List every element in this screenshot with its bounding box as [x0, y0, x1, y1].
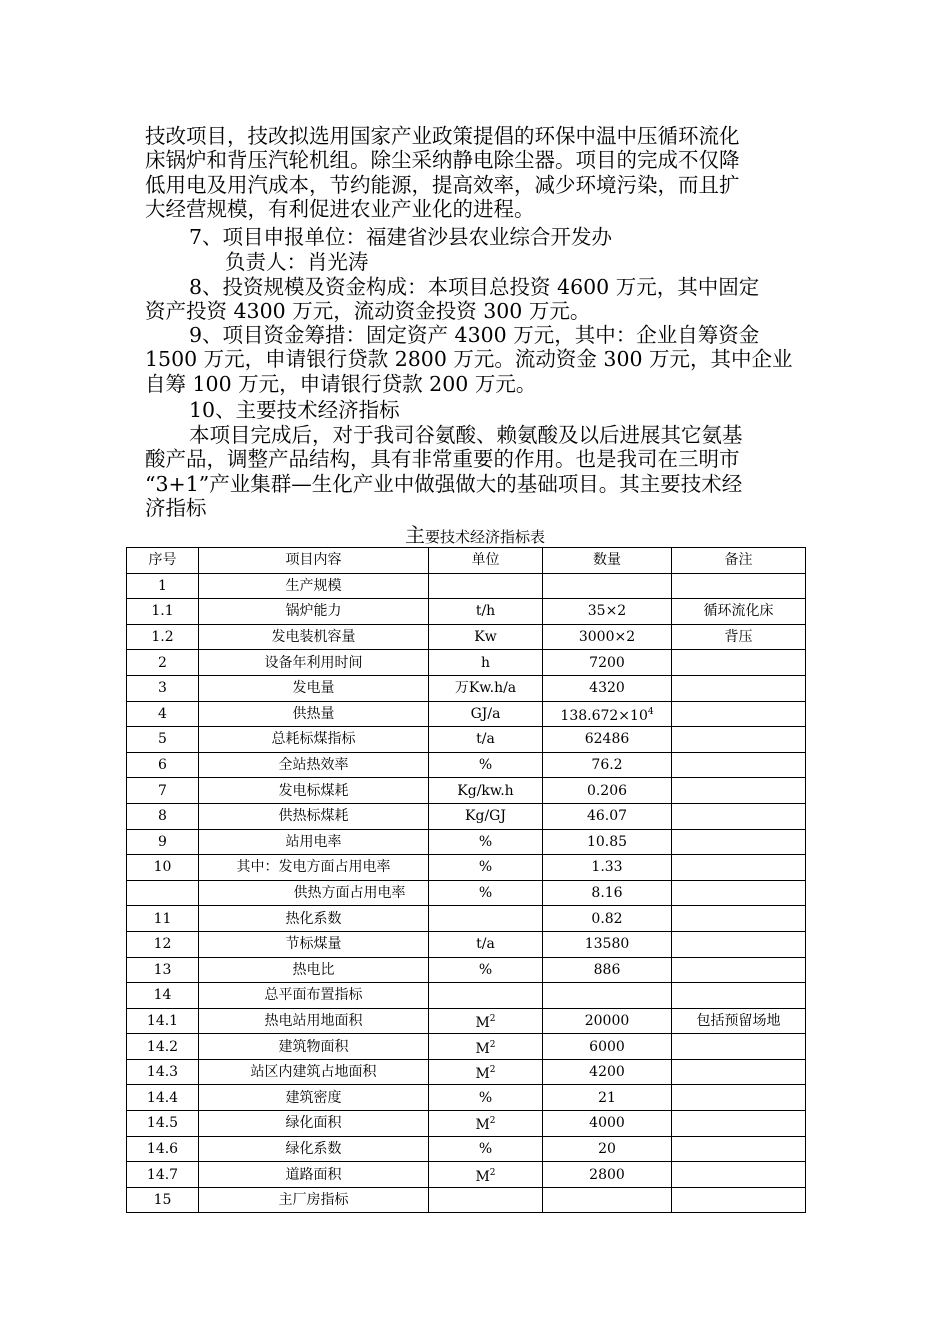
cell-qty-text: 3000×2	[578, 629, 636, 646]
cell-item-text: 热电站用地面积	[264, 1012, 363, 1029]
cell-qty	[543, 752, 672, 778]
cell-item	[199, 752, 429, 778]
cell-qty	[543, 1008, 672, 1034]
cell-note-text: 背压	[724, 629, 753, 646]
cell-qty	[543, 650, 672, 676]
cell-item-text: 供热量	[292, 705, 335, 722]
cell-qty-text: 76.2	[591, 757, 623, 774]
cell-item	[199, 1085, 429, 1111]
cell-item	[199, 931, 429, 957]
table-row	[127, 778, 806, 804]
cell-item-text: 生产规模	[285, 577, 342, 594]
cell-no-text: 14.4	[146, 1089, 179, 1106]
cell-qty-text: 21	[598, 1089, 616, 1106]
cell-unit	[429, 573, 543, 599]
cell-unit	[429, 1111, 543, 1137]
cell-no	[127, 1136, 199, 1162]
table-row	[127, 1162, 806, 1188]
cell-no	[127, 675, 199, 701]
paragraph-p5	[145, 323, 807, 396]
cell-qty-text: 10.85	[586, 833, 628, 850]
table-row	[127, 599, 806, 625]
paragraph-line: 资产投资 4300 万元，流动资金投资 300 万元。	[145, 299, 591, 324]
cell-item-text: 供热方面占用电率	[293, 885, 406, 902]
cell-no	[127, 931, 199, 957]
cell-no	[127, 829, 199, 855]
cell-item-text: 发电装机容量	[271, 629, 356, 646]
cell-note	[672, 599, 806, 625]
cell-unit	[429, 1085, 543, 1111]
cell-unit	[429, 983, 543, 1009]
cell-qty	[543, 803, 672, 829]
cell-qty-text: 138.672×10	[560, 707, 648, 724]
cell-unit-text: %	[478, 1140, 493, 1157]
cell-no-text: 3	[158, 680, 167, 697]
table-row	[127, 880, 806, 906]
table-row	[127, 1034, 806, 1060]
cell-item	[199, 624, 429, 650]
cell-note	[672, 906, 806, 932]
cell-unit	[429, 803, 543, 829]
cell-item-text: 建筑物面积	[278, 1038, 349, 1055]
cell-note	[672, 1008, 806, 1034]
cell-unit-text: M	[475, 1168, 490, 1185]
cell-unit-text: 万Kw.h/a	[454, 680, 517, 697]
header-unit: 单位	[429, 548, 543, 574]
cell-item-text: 站区内建筑占地面积	[250, 1064, 377, 1081]
paragraph-p7	[145, 423, 807, 521]
cell-item	[199, 983, 429, 1009]
cell-qty-text: 20000	[584, 1012, 630, 1029]
cell-no	[127, 1187, 199, 1213]
cell-item-text: 站用电率	[285, 833, 342, 850]
cell-unit-text: Kw	[474, 629, 497, 646]
cell-item	[199, 1008, 429, 1034]
cell-unit	[429, 829, 543, 855]
cell-note	[672, 573, 806, 599]
cell-item	[199, 599, 429, 625]
cell-note	[672, 1136, 806, 1162]
table-row	[127, 1187, 806, 1213]
cell-qty-text: 886	[593, 961, 621, 978]
cell-item	[199, 1136, 429, 1162]
cell-item	[199, 675, 429, 701]
paragraph-p3	[145, 250, 807, 274]
cell-no-text: 8	[158, 808, 167, 825]
header-qty: 数量	[543, 548, 672, 574]
cell-no-text: 14	[153, 987, 172, 1004]
cell-note	[672, 1085, 806, 1111]
cell-unit	[429, 1059, 543, 1085]
metrics-table-body	[127, 548, 806, 1213]
header-no: 序号	[127, 548, 199, 574]
table-row	[127, 624, 806, 650]
cell-item-text: 建筑密度	[285, 1089, 342, 1106]
cell-no-text: 5	[158, 731, 167, 748]
paragraph-line: 本项目完成后，对于我司谷氨酸、赖氨酸及以后进展其它氨基	[189, 423, 743, 447]
cell-no-text: 14.5	[146, 1115, 179, 1132]
cell-unit	[429, 855, 543, 881]
cell-item-text: 全站热效率	[278, 757, 349, 774]
cell-unit	[429, 727, 543, 753]
cell-qty	[543, 855, 672, 881]
cell-unit	[429, 752, 543, 778]
cell-no-text: 14.7	[146, 1166, 179, 1183]
cell-unit	[429, 1162, 543, 1188]
cell-no-text: 9	[158, 833, 167, 850]
table-row	[127, 931, 806, 957]
cell-unit-text: %	[478, 757, 493, 774]
cell-qty	[543, 1059, 672, 1085]
cell-qty-text: 0.206	[586, 782, 628, 799]
cell-qty-text: 4320	[589, 680, 625, 697]
cell-item	[199, 1034, 429, 1060]
cell-item	[199, 1059, 429, 1085]
cell-unit-text: M	[475, 1117, 490, 1134]
cell-qty	[543, 1085, 672, 1111]
cell-unit	[429, 650, 543, 676]
cell-note	[672, 855, 806, 881]
paragraph-line: 自筹 100 万元，申请银行贷款 200 万元。	[145, 371, 537, 396]
cell-qty-text: 8.16	[591, 885, 623, 902]
cell-no	[127, 624, 199, 650]
paragraph-line: 1500 万元，申请银行贷款 2800 万元。流动资金 300 万元，其中企业	[145, 347, 793, 372]
cell-no-text: 1.2	[151, 629, 174, 646]
cell-no	[127, 650, 199, 676]
cell-qty-text: 4200	[589, 1064, 625, 1081]
cell-qty	[543, 573, 672, 599]
metrics-table	[126, 547, 806, 1213]
cell-qty-text: 13580	[584, 936, 630, 953]
unit-superscript: 2	[489, 1039, 496, 1050]
header-note: 备注	[672, 548, 806, 574]
paragraph-line: 8、投资规模及资金构成：本项目总投资 4600 万元，其中固定	[189, 275, 760, 299]
cell-item	[199, 573, 429, 599]
paragraph-p4	[145, 275, 807, 324]
cell-note-text: 包括预留场地	[696, 1012, 781, 1029]
cell-no-text: 14.1	[146, 1012, 179, 1029]
table-row	[127, 855, 806, 881]
table-row	[127, 675, 806, 701]
cell-no-text: 2	[158, 654, 167, 671]
cell-no	[127, 727, 199, 753]
cell-note	[672, 1162, 806, 1188]
cell-no	[127, 573, 199, 599]
cell-qty	[543, 880, 672, 906]
cell-note	[672, 778, 806, 804]
cell-qty-text: 35×2	[587, 603, 627, 620]
paragraph-p2	[145, 225, 807, 249]
cell-note	[672, 727, 806, 753]
cell-item	[199, 957, 429, 983]
cell-item-text: 其中：发电方面占用电率	[236, 859, 391, 876]
cell-no	[127, 855, 199, 881]
cell-unit-text: M	[475, 1066, 490, 1083]
cell-note	[672, 983, 806, 1009]
cell-note	[672, 1059, 806, 1085]
unit-superscript: 2	[489, 1013, 496, 1024]
cell-no-text: 15	[153, 1192, 172, 1209]
cell-no-text: 7	[158, 782, 167, 799]
cell-item-text: 节标煤量	[285, 936, 342, 953]
cell-note	[672, 1034, 806, 1060]
cell-no-text: 14.6	[146, 1140, 179, 1157]
paragraph-line: “3+1”产业集群—生化产业中做强做大的基础项目。其主要技术经	[145, 471, 743, 496]
cell-qty-text: 4000	[589, 1115, 625, 1132]
cell-item	[199, 1111, 429, 1137]
cell-unit	[429, 1008, 543, 1034]
cell-note	[672, 701, 806, 727]
cell-qty	[543, 701, 672, 727]
table-title-rest: 要技术经济指标表	[424, 528, 545, 546]
cell-qty-text: 0.82	[591, 910, 623, 927]
cell-unit	[429, 931, 543, 957]
cell-no-text: 14.3	[146, 1064, 179, 1081]
cell-qty	[543, 624, 672, 650]
cell-no	[127, 1162, 199, 1188]
cell-qty	[543, 906, 672, 932]
cell-note	[672, 1111, 806, 1137]
unit-superscript: 2	[489, 1167, 496, 1178]
table-row	[127, 727, 806, 753]
cell-unit-text: M	[475, 1040, 490, 1057]
cell-no	[127, 1085, 199, 1111]
cell-note	[672, 880, 806, 906]
cell-no-text: 14.2	[146, 1038, 179, 1055]
cell-item-text: 发电量	[292, 680, 335, 697]
cell-note	[672, 650, 806, 676]
cell-qty-text: 7200	[589, 654, 625, 671]
paragraph-line: 低用电及用汽成本，节约能源，提高效率，减少环境污染，而且扩	[145, 172, 740, 197]
cell-unit-text: GJ/a	[470, 705, 501, 722]
cell-no-text: 10	[153, 859, 172, 876]
cell-item-text: 热电比	[292, 961, 335, 978]
cell-unit	[429, 1187, 543, 1213]
cell-qty	[543, 1034, 672, 1060]
cell-qty	[543, 1162, 672, 1188]
cell-no	[127, 752, 199, 778]
cell-qty-text: 6000	[589, 1038, 625, 1055]
cell-note	[672, 957, 806, 983]
cell-item-text: 设备年利用时间	[264, 654, 363, 671]
cell-qty-text: 1.33	[591, 859, 623, 876]
cell-no	[127, 1059, 199, 1085]
cell-note	[672, 624, 806, 650]
cell-qty	[543, 829, 672, 855]
paragraph-line: 10、主要技术经济指标	[189, 398, 400, 422]
paragraph-line: 济指标	[145, 496, 207, 521]
table-row	[127, 1008, 806, 1034]
cell-qty	[543, 983, 672, 1009]
cell-item	[199, 906, 429, 932]
cell-unit-text: %	[478, 1089, 493, 1106]
paragraph-line: 技改项目，技改拟选用国家产业政策提倡的环保中温中压循环流化	[145, 124, 740, 148]
table-row	[127, 573, 806, 599]
cell-qty	[543, 1187, 672, 1213]
cell-unit	[429, 701, 543, 727]
cell-note	[672, 752, 806, 778]
cell-qty	[543, 778, 672, 804]
cell-qty-text: 62486	[584, 731, 630, 748]
cell-no	[127, 1008, 199, 1034]
cell-item-text: 主厂房指标	[278, 1192, 349, 1209]
cell-unit	[429, 778, 543, 804]
cell-item-text: 总平面布置指标	[264, 987, 363, 1004]
cell-unit-text: %	[478, 961, 493, 978]
cell-no	[127, 906, 199, 932]
cell-note	[672, 931, 806, 957]
cell-no	[127, 1111, 199, 1137]
qty-superscript: 4	[647, 706, 654, 717]
cell-item-text: 热化系数	[285, 910, 342, 927]
table-row	[127, 1136, 806, 1162]
cell-no	[127, 599, 199, 625]
cell-item-text: 绿化系数	[285, 1140, 342, 1157]
table-row	[127, 803, 806, 829]
cell-unit-text: M	[475, 1014, 490, 1031]
cell-item-text: 总耗标煤指标	[271, 731, 356, 748]
paragraph-line: 酸产品，调整产品结构，具有非常重要的作用。也是我司在三明市	[145, 447, 740, 472]
cell-qty	[543, 931, 672, 957]
cell-unit	[429, 880, 543, 906]
cell-no	[127, 983, 199, 1009]
table-row	[127, 1059, 806, 1085]
cell-qty	[543, 1111, 672, 1137]
header-item: 项目内容	[199, 548, 429, 574]
cell-note	[672, 675, 806, 701]
cell-no-text: 13	[153, 961, 172, 978]
cell-qty-text: 2800	[589, 1166, 625, 1183]
cell-item	[199, 829, 429, 855]
cell-unit	[429, 957, 543, 983]
paragraph-line: 床锅炉和背压汽轮机组。除尘采纳静电除尘器。项目的完成不仅降	[145, 148, 740, 173]
cell-no-text: 1	[158, 577, 167, 594]
cell-qty-text: 20	[598, 1140, 616, 1157]
cell-item-text: 锅炉能力	[285, 603, 342, 620]
cell-unit-text: t/h	[475, 603, 496, 620]
cell-unit	[429, 906, 543, 932]
table-row	[127, 1085, 806, 1111]
cell-no-text: 12	[153, 936, 172, 953]
table-title	[0, 524, 950, 548]
cell-unit	[429, 675, 543, 701]
table-title-first-char: 主	[404, 523, 425, 547]
table-row	[127, 957, 806, 983]
unit-superscript: 2	[489, 1065, 496, 1076]
cell-item	[199, 1162, 429, 1188]
cell-unit-text: %	[478, 833, 493, 850]
paragraph-p1	[145, 124, 807, 222]
cell-no	[127, 1034, 199, 1060]
cell-item	[199, 778, 429, 804]
cell-unit-text: t/a	[476, 731, 495, 748]
paragraph-line: 大经营规模，有利促进农业产业化的进程。	[145, 197, 535, 222]
table-row	[127, 983, 806, 1009]
cell-no-text: 6	[158, 757, 167, 774]
unit-superscript: 2	[489, 1116, 496, 1127]
cell-note	[672, 1187, 806, 1213]
cell-no	[127, 803, 199, 829]
cell-note	[672, 829, 806, 855]
table-row	[127, 1111, 806, 1137]
cell-unit	[429, 1136, 543, 1162]
cell-qty	[543, 957, 672, 983]
cell-unit-text: Kg/GJ	[465, 808, 506, 825]
cell-qty-text: 46.07	[586, 808, 628, 825]
cell-qty	[543, 1136, 672, 1162]
table-header-row	[127, 548, 806, 574]
cell-item	[199, 855, 429, 881]
cell-unit-text: %	[478, 859, 493, 876]
cell-no	[127, 778, 199, 804]
cell-item	[199, 880, 429, 906]
cell-item-text: 绿化面积	[285, 1115, 342, 1132]
cell-unit	[429, 1034, 543, 1060]
cell-item-text: 道路面积	[285, 1166, 342, 1183]
cell-no-text: 4	[158, 705, 167, 722]
table-row	[127, 829, 806, 855]
cell-no	[127, 701, 199, 727]
cell-item	[199, 701, 429, 727]
cell-item	[199, 803, 429, 829]
cell-item	[199, 1187, 429, 1213]
paragraph-line: 9、项目资金筹措：固定资产 4300 万元，其中：企业自筹资金	[189, 323, 760, 347]
cell-item	[199, 650, 429, 676]
cell-unit-text: t/a	[476, 936, 495, 953]
cell-qty	[543, 727, 672, 753]
cell-item-text: 发电标煤耗	[278, 782, 349, 799]
cell-unit	[429, 599, 543, 625]
cell-no	[127, 957, 199, 983]
paragraph-line: 7、项目申报单位：福建省沙县农业综合开发办	[189, 225, 613, 249]
table-row	[127, 650, 806, 676]
cell-no-text: 1.1	[151, 603, 174, 620]
cell-unit-text: %	[478, 885, 493, 902]
cell-qty	[543, 675, 672, 701]
paragraph-line: 负责人：肖光涛	[225, 250, 369, 274]
cell-unit-text: h	[480, 654, 491, 671]
cell-item	[199, 727, 429, 753]
cell-unit	[429, 624, 543, 650]
table-row	[127, 752, 806, 778]
paragraph-p6	[145, 398, 807, 422]
cell-item-text: 供热标煤耗	[278, 808, 349, 825]
cell-no	[127, 880, 199, 906]
cell-note-text: 循环流化床	[703, 603, 774, 620]
table-row	[127, 906, 806, 932]
cell-no-text: 11	[153, 910, 172, 927]
table-row	[127, 701, 806, 727]
cell-unit-text: Kg/kw.h	[457, 782, 514, 799]
cell-note	[672, 803, 806, 829]
cell-qty	[543, 599, 672, 625]
